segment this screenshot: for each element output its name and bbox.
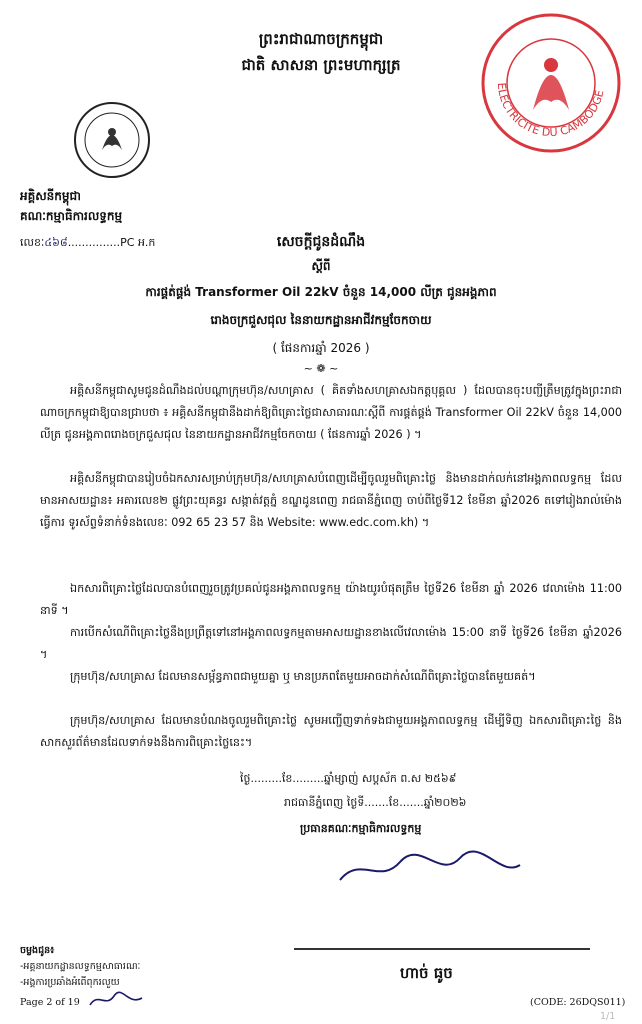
paragraph-3-text: ឯកសារពិគ្រោះថ្លៃដែលបានបំពេញរួចត្រូវប្រគល់ជូនអង្គភាពលទ្ធកម្ម យ៉ាងយូរបំផុតត្រឹម ថ្ងៃទី26 ខែមីនា ឆ្នាំ 2026 វេលាម៉ោង 11:00 នាទី ។ bbox=[40, 582, 622, 617]
lunar-date: ថ្ងៃ.........ខែ.........ឆ្នាំម្សាញ់ សប្តស័ក ព.ស ២៥៦៩ bbox=[240, 772, 457, 785]
paragraph-1 bbox=[40, 380, 622, 446]
paragraph-2 bbox=[40, 468, 622, 534]
national-motto: ជាតិ សាសនា ព្រះមហាក្សត្រ bbox=[241, 56, 401, 74]
paragraph-5-text: ក្រុមហ៊ុន/សហគ្រាស ដែលមានសម្ព័ន្ធភាពជាមួយគ្នា ឬ មានប្រភពតែមួយអាចដាក់សំណើពិគ្រោះថ្លៃបានតែមួយគត់។ bbox=[70, 670, 536, 683]
cc-item-1: -អគ្គនាយកដ្ឋានលទ្ធកម្មសាធារណៈ bbox=[20, 961, 141, 972]
notice-title: សេចក្តីជូនដំណឹង bbox=[276, 234, 366, 250]
org-committee: គណៈកម្មាធិការលទ្ធកម្ម bbox=[20, 209, 123, 223]
paragraph-5 bbox=[40, 666, 622, 688]
paragraph-2-text: អគ្គិសនីកម្ពុជាបានរៀបចំឯកសារសម្រាប់ក្រុមហ៊ុន/សហគ្រាសបំពេញដើម្បីចូលរួមពិគ្រោះថ្លៃ និងមានដាក់លក់នៅអង្គភាពលទ្ធកម្ម ដែលមានអាសយដ្ឋាន៖ អគារលេខ២ ផ្លូវព្រះយុគន្ធរ សង្កាត់វត្តភ្នំ ខណ្ឌដូនពេញ រាជធានីភ្នំពេញ ចាប់ពីថ្ងៃទី12 ខែមីនា ឆ្នាំ2026 តទៅរៀងរាល់ម៉ោងធ្វើការ ទូរស័ព្ទទំនាក់ទំនងលេខៈ 092 65 23 57 និង Website: www.edc.com.kh) ។ bbox=[40, 472, 622, 529]
paragraph-6-text: ក្រុមហ៊ុន/សហគ្រាស ដែលមានបំណងចូលរួមពិគ្រោះថ្លៃ សូមអញ្ជើញទាក់ទងជាមួយអង្គភាពលទ្ធកម្ម ដើម្បីទិញ ឯកសារពិគ្រោះថ្លៃ និងសាកសួរព័ត៌មានដែលទាក់ទងនឹងការពិគ្រោះថ្លៃនេះ។ bbox=[40, 714, 622, 749]
plan-year: ( ផែនការឆ្នាំ 2026 ) bbox=[272, 341, 370, 355]
ref-number: ៤៦៨ bbox=[44, 236, 68, 249]
ornament-divider: ~ ❁ ~ bbox=[303, 362, 339, 375]
signatory-name: ហាច់ ធូច bbox=[400, 964, 453, 982]
signature-line bbox=[294, 948, 590, 950]
kingdom-heading: ព្រះរាជាណាចក្រកម្ពុជា bbox=[258, 30, 384, 48]
paragraph-4-text: ការបើកសំណើពិគ្រោះថ្លៃនឹងប្រព្រឹត្តទៅនៅអង្គភាពលទ្ធកម្មតាមអាសយដ្ឋានខាងលើវេលាម៉ោង 15:00 នាទី ថ្ងៃទី26 ខែមីនា ឆ្នាំ2026 ។ bbox=[40, 626, 622, 661]
edc-logo-seal bbox=[72, 100, 152, 180]
page-counter: 1/1 bbox=[600, 1011, 616, 1022]
initials-signature bbox=[86, 990, 146, 1010]
red-stamp-seal bbox=[478, 10, 624, 156]
org-name: អគ្គិសនីកម្ពុជា bbox=[20, 189, 81, 203]
page-number: Page 2 of 19 bbox=[20, 997, 80, 1008]
cc-item-2: -អង្គការប្រឆាំងអំពើពុករលួយ bbox=[20, 977, 120, 988]
cc-title: ចម្លងជូន៖ bbox=[20, 945, 55, 956]
notice-subject-label: ស្តីពី bbox=[311, 259, 331, 273]
ref-suffix: ...............PC អ.ក bbox=[67, 236, 156, 249]
solar-date: រាជធានីភ្នំពេញ ថ្ងៃទី.......ខែ.......ឆ្នាំ២០២៦ bbox=[284, 796, 467, 809]
ref-prefix: លេខៈ bbox=[20, 236, 45, 249]
notice-subject-line1: ការផ្គត់ផ្គង់ Transformer Oil 22kV ចំនួន 14,000 លីត្រ ជូនអង្គភាព bbox=[145, 285, 497, 299]
document-code: (CODE: 26DQS011) bbox=[530, 997, 626, 1008]
paragraph-3 bbox=[40, 578, 622, 622]
notice-subject-line2: រោងចក្រជួសជុល នៃនាយកដ្ឋានអាជីវកម្មចែកចាយ bbox=[210, 313, 432, 327]
handwritten-signature bbox=[330, 850, 530, 890]
paragraph-1-text: អគ្គិសនីកម្ពុជាសូមជូនដំណឹងដល់បណ្តាក្រុមហ៊ុន/សហគ្រាស ( គិតទាំងសហគ្រាសឯកត្តបុគ្គល ) ដែលបានចុះបញ្ជីត្រឹមត្រូវក្នុងព្រះរាជាណាចក្រកម្ពុជាឱ្យបានជ្រាបថា ៖ អគ្គិសនីកម្ពុជានឹងដាក់ឱ្យពិគ្រោះថ្លៃជាសាធារណៈស្តីពី ការផ្គត់ផ្គង់ Transformer Oil 22kV ចំនួន 14,000 លីត្រ ជូនអង្គភាពរោងចក្រជួសជុល នៃនាយកដ្ឋានអាជីវកម្មចែកចាយ ( ផែនការឆ្នាំ 2026 ) ។ bbox=[40, 384, 622, 441]
signatory-role: ប្រធានគណៈកម្មាធិការលទ្ធកម្ម bbox=[300, 822, 422, 835]
stamp-text: ELECTRICITE DU CAMBODGE bbox=[494, 82, 607, 140]
paragraph-6 bbox=[40, 710, 622, 754]
paragraph-4 bbox=[40, 622, 622, 666]
